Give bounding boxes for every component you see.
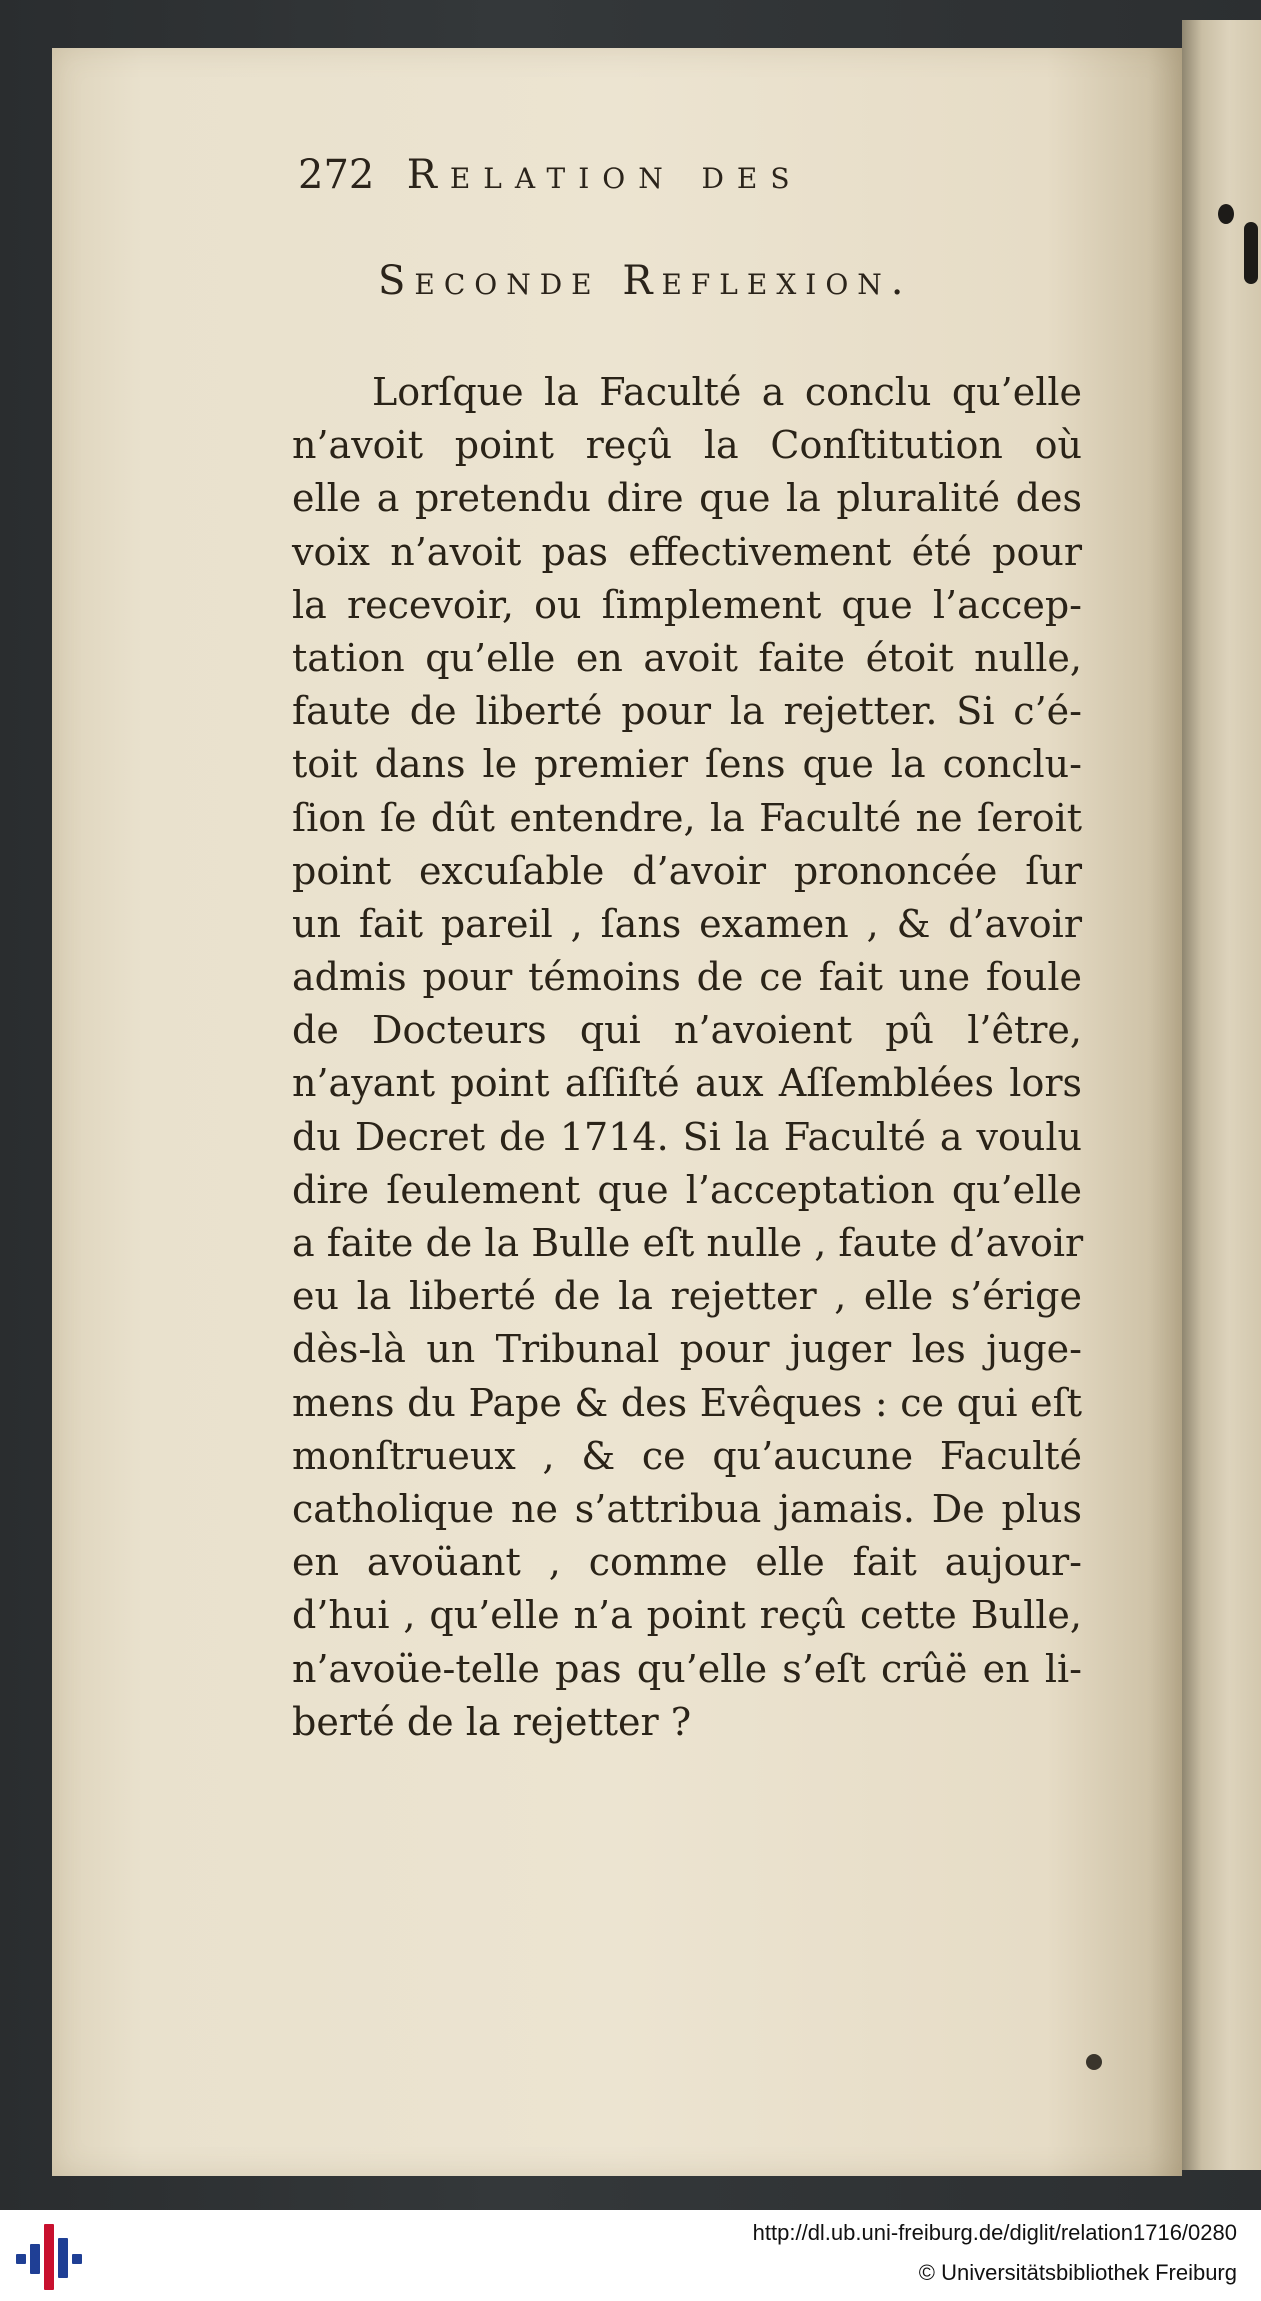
facing-page-ink-mark (1218, 204, 1234, 224)
page-number: 272 (298, 152, 375, 198)
running-head (298, 152, 938, 212)
facing-page-ink-mark (1244, 222, 1258, 284)
text-line: Lorſque la Faculté a conclu qu’elle (372, 370, 1082, 414)
permalink-url[interactable]: http://dl.ub.uni-freiburg.de/diglit/relation1716/0280 (752, 2220, 1237, 2245)
page-ink-dot (1086, 2054, 1102, 2070)
text-line: dès-là un Tribunal pour juger les juge- (292, 1327, 1082, 1372)
text-line: eu la liberté de la rejetter , elle s’érige (292, 1274, 1082, 1319)
text-line: du Decret de 1714. Si la Faculté a voulu (292, 1114, 1082, 1159)
text-line: a faite de la Bulle eſt nulle , faute d’avoir (292, 1221, 1084, 1265)
ub-freiburg-logo-icon (16, 2224, 82, 2290)
facing-page-edge (1182, 20, 1261, 2170)
text-line: ſion ſe dût entendre, la Faculté ne ſeroit (292, 795, 1082, 840)
text-line: point excuſable d’avoir prononcée ſur (292, 848, 1082, 893)
text-line: un fait pareil , ſans examen , & d’avoir (292, 901, 1082, 946)
body-paragraph (292, 366, 1082, 1749)
text-line: dire ſeulement que l’acceptation qu’elle (292, 1167, 1082, 1212)
running-title: Relation des (406, 152, 803, 198)
text-line: n’avoit point reçû la Conſtitution où (292, 423, 1082, 468)
section-heading: Seconde Reflexion. (378, 258, 913, 304)
text-line: berté de la rejetter ? (292, 1699, 692, 1744)
text-line: la recevoir, ou ſimplement que l’accep- (292, 582, 1082, 627)
text-line: en avoüant , comme elle fait aujour- (292, 1540, 1082, 1585)
text-line: de Docteurs qui n’avoient pû l’être, (292, 1008, 1082, 1053)
viewer-footer (0, 2210, 1261, 2301)
text-line: elle a pretendu dire que la pluralité des (292, 476, 1082, 521)
text-line: n’ayant point aſſiſté aux Aſſemblées lors (292, 1061, 1082, 1106)
text-line: d’hui , qu’elle n’a point reçû cette Bulle, (292, 1593, 1082, 1638)
text-line: tation qu’elle en avoit faite étoit nulle, (292, 635, 1082, 680)
text-line: n’avoüe-telle pas qu’elle s’eſt crûë en li- (292, 1646, 1082, 1691)
text-line: catholique ne s’attribua jamais. De plus (292, 1486, 1082, 1531)
text-line: faute de liberté pour la rejetter. Si c’é- (292, 689, 1082, 734)
copyright-notice: © Universitätsbibliothek Freiburg (918, 2260, 1237, 2285)
text-line: voix n’avoit pas effectivement été pour (292, 529, 1082, 574)
text-line: toit dans le premier ſens que la conclu- (292, 742, 1082, 787)
text-line: monſtrueux , & ce qu’aucune Faculté (292, 1433, 1082, 1478)
text-line: admis pour témoins de ce fait une foule (292, 955, 1082, 1000)
text-line: mens du Pape & des Evêques : ce qui eſt (292, 1380, 1082, 1425)
